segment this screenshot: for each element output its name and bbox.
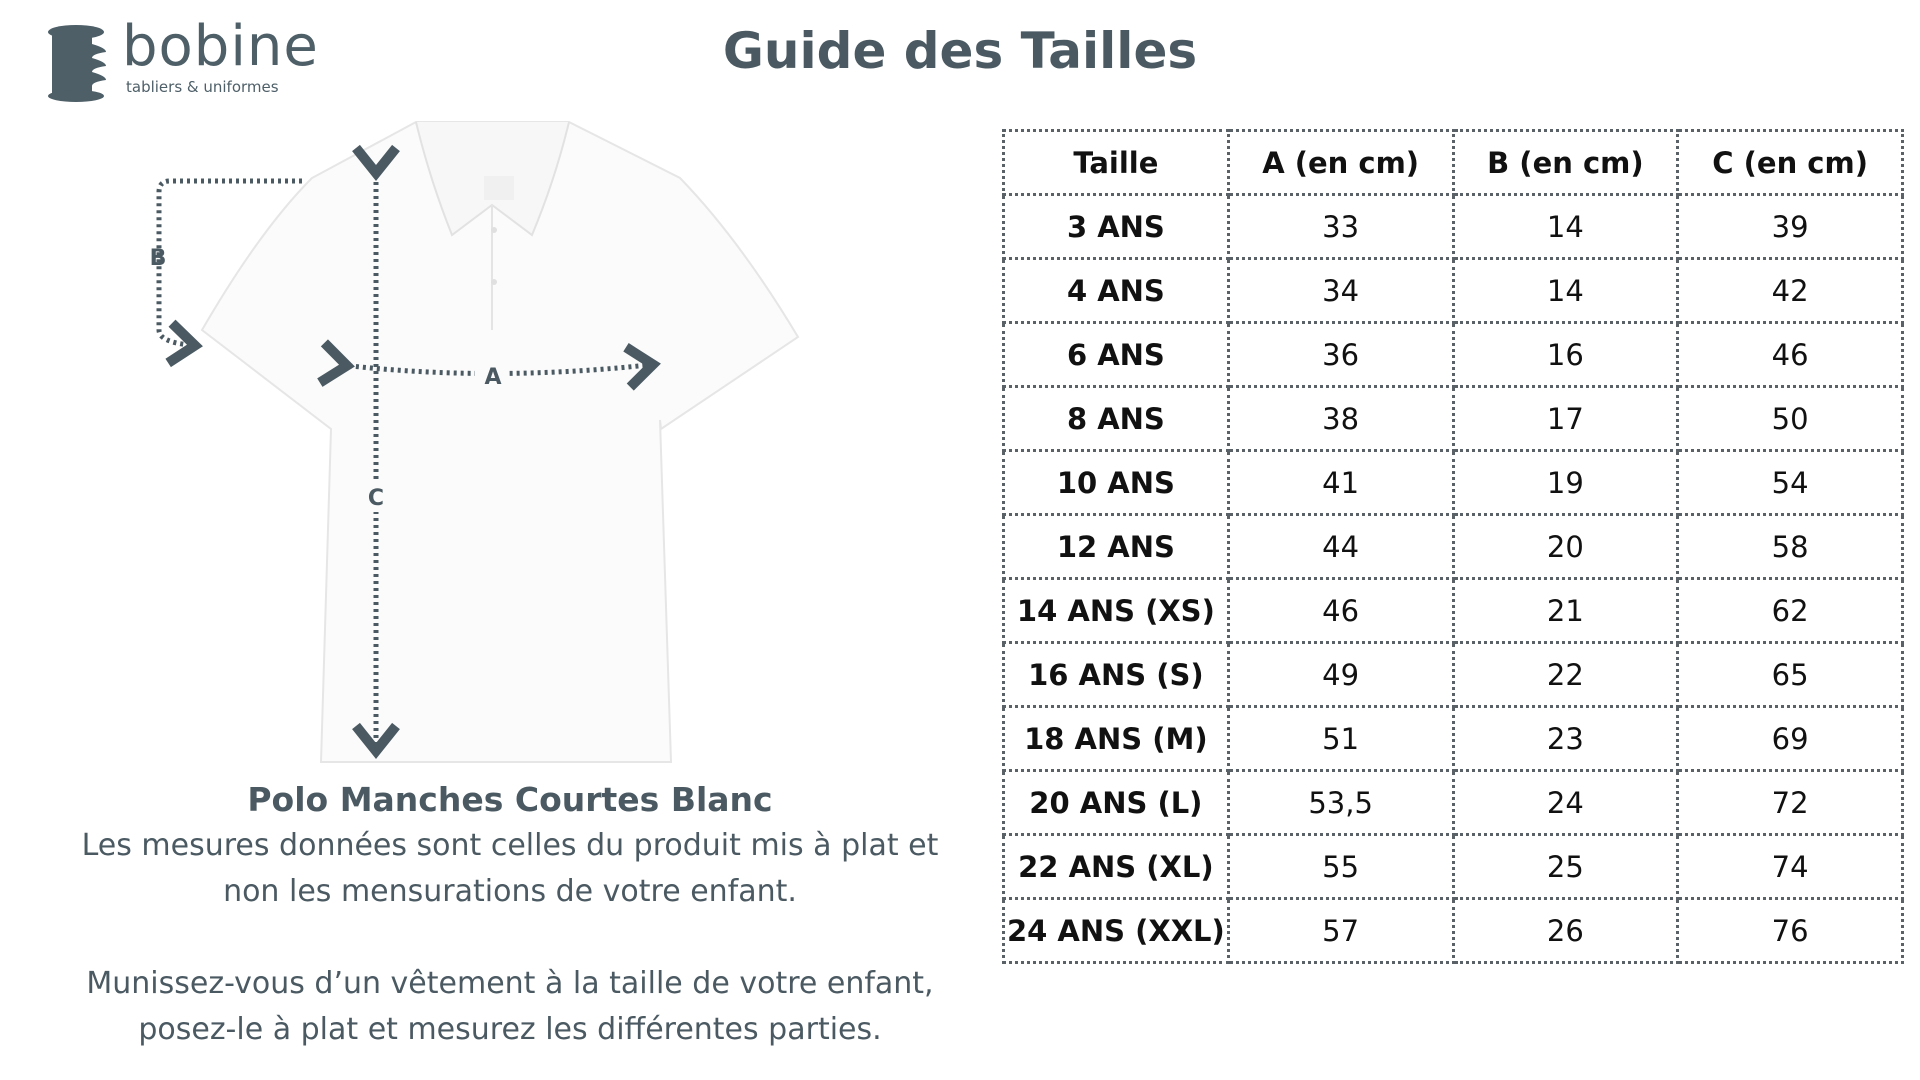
- brand-tagline: tabliers & uniformes: [126, 78, 279, 96]
- cell-b: 21: [1453, 579, 1678, 643]
- cell-c: 58: [1678, 515, 1903, 579]
- cell-c: 39: [1678, 195, 1903, 259]
- table-row: [1004, 515, 1903, 579]
- cell-b: 14: [1453, 195, 1678, 259]
- cell-size: 20 ANS (L): [1004, 771, 1229, 835]
- table-row: [1004, 387, 1903, 451]
- cell-b: 14: [1453, 259, 1678, 323]
- cell-size: 12 ANS: [1004, 515, 1229, 579]
- cell-size: 4 ANS: [1004, 259, 1229, 323]
- cell-a: 49: [1228, 643, 1453, 707]
- cell-c: 74: [1678, 835, 1903, 899]
- table-row: [1004, 323, 1903, 387]
- cell-a: 33: [1228, 195, 1453, 259]
- cell-c: 72: [1678, 771, 1903, 835]
- table-row: [1004, 643, 1903, 707]
- cell-c: 69: [1678, 707, 1903, 771]
- cell-a: 36: [1228, 323, 1453, 387]
- polo-diagram: [0, 0, 1000, 780]
- cell-size: 6 ANS: [1004, 323, 1229, 387]
- label-c: C: [367, 486, 385, 511]
- size-table: [1002, 129, 1904, 964]
- cell-size: 10 ANS: [1004, 451, 1229, 515]
- cell-c: 46: [1678, 323, 1903, 387]
- cell-b: 25: [1453, 835, 1678, 899]
- cell-b: 17: [1453, 387, 1678, 451]
- cell-a: 53,5: [1228, 771, 1453, 835]
- cell-a: 57: [1228, 899, 1453, 963]
- cell-size: 14 ANS (XS): [1004, 579, 1229, 643]
- note-line-2: non les mensurations de votre enfant.: [223, 874, 797, 909]
- cell-c: 65: [1678, 643, 1903, 707]
- cell-b: 19: [1453, 451, 1678, 515]
- cell-size: 18 ANS (M): [1004, 707, 1229, 771]
- cell-size: 8 ANS: [1004, 387, 1229, 451]
- cell-a: 55: [1228, 835, 1453, 899]
- cell-a: 44: [1228, 515, 1453, 579]
- cell-b: 24: [1453, 771, 1678, 835]
- table-row: [1004, 579, 1903, 643]
- cell-b: 26: [1453, 899, 1678, 963]
- product-name: Polo Manches Courtes Blanc: [247, 780, 773, 819]
- table-row: [1004, 259, 1903, 323]
- header-b: B (en cm): [1453, 131, 1678, 195]
- cell-b: 23: [1453, 707, 1678, 771]
- brand-name: bobine: [122, 14, 319, 79]
- table-header-row: [1004, 131, 1903, 195]
- cell-c: 54: [1678, 451, 1903, 515]
- polo-shirt-image: [202, 122, 798, 762]
- cell-b: 22: [1453, 643, 1678, 707]
- label-a: A: [484, 365, 502, 390]
- table-row: [1004, 899, 1903, 963]
- cell-a: 41: [1228, 451, 1453, 515]
- cell-a: 46: [1228, 579, 1453, 643]
- header-a: A (en cm): [1228, 131, 1453, 195]
- cell-a: 51: [1228, 707, 1453, 771]
- cell-b: 20: [1453, 515, 1678, 579]
- table-row: [1004, 195, 1903, 259]
- cell-size: 16 ANS (S): [1004, 643, 1229, 707]
- note-line-1: Les mesures données sont celles du produit mis à plat et: [81, 828, 939, 863]
- header-size: Taille: [1004, 131, 1229, 195]
- table-row: [1004, 835, 1903, 899]
- label-b: B: [149, 246, 167, 271]
- cell-c: 50: [1678, 387, 1903, 451]
- table-row: [1004, 451, 1903, 515]
- cell-b: 16: [1453, 323, 1678, 387]
- cell-size: 22 ANS (XL): [1004, 835, 1229, 899]
- instruction-line-1: Munissez-vous d’un vêtement à la taille de votre enfant,: [86, 966, 934, 1001]
- instruction-line-2: posez-le à plat et mesurez les différentes parties.: [138, 1012, 882, 1047]
- table-row: [1004, 771, 1903, 835]
- page-title-text: Guide des Tailles: [722, 22, 1198, 80]
- table-row: [1004, 707, 1903, 771]
- cell-size: 3 ANS: [1004, 195, 1229, 259]
- cell-c: 62: [1678, 579, 1903, 643]
- cell-c: 76: [1678, 899, 1903, 963]
- cell-size: 24 ANS (XXL): [1004, 899, 1229, 963]
- cell-a: 34: [1228, 259, 1453, 323]
- cell-c: 42: [1678, 259, 1903, 323]
- cell-a: 38: [1228, 387, 1453, 451]
- header-c: C (en cm): [1678, 131, 1903, 195]
